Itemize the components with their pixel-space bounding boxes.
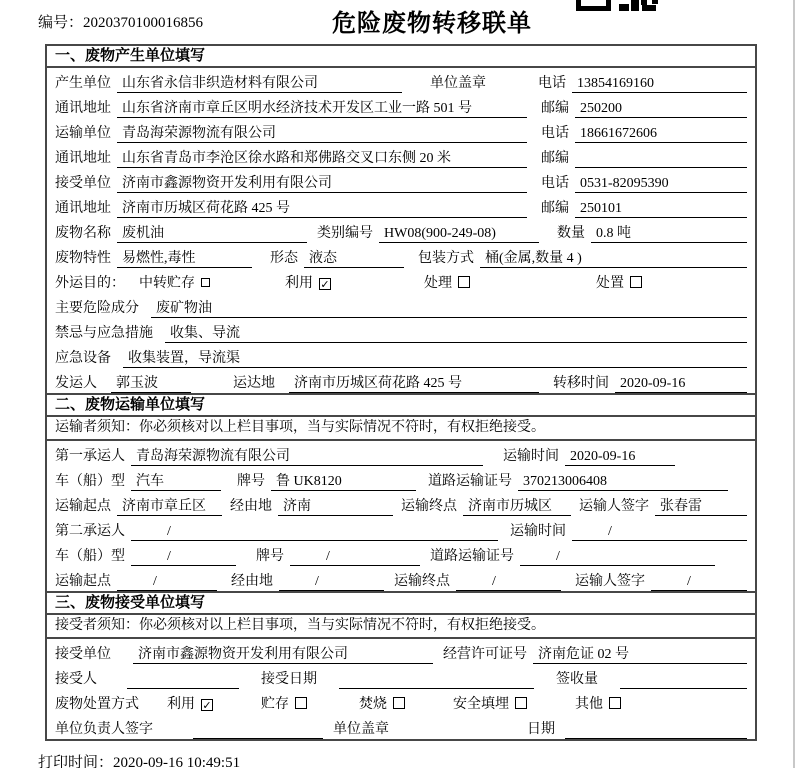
receiver-zip-value: 250101 bbox=[575, 199, 747, 218]
route-start-label: 运输起点 bbox=[55, 499, 111, 514]
emergency-measures-label: 禁忌与应急措施 bbox=[55, 326, 153, 341]
waste-character-label: 废物特性 bbox=[55, 251, 111, 266]
checkbox-disposal-utilize bbox=[201, 699, 213, 711]
purpose-treat-label: 处理 bbox=[424, 276, 452, 291]
producer-address-label: 通讯地址 bbox=[55, 101, 111, 116]
packaging-value: 桶(金属,数量 4 ) bbox=[480, 249, 747, 268]
seal-date-value bbox=[565, 720, 747, 739]
vehicle-type2-label: 车（船）型 bbox=[55, 549, 125, 564]
road-license-label: 道路运输证号 bbox=[428, 474, 512, 489]
receiver-zip-label: 邮编 bbox=[541, 201, 569, 216]
checkbox-disposal-landfill bbox=[515, 697, 527, 709]
receiver-unit-label: 接受单位 bbox=[55, 176, 111, 191]
vehicle-type2-row bbox=[47, 541, 755, 566]
dispatcher-label: 发运人 bbox=[55, 376, 97, 391]
carrier-signature-value: 张春雷 bbox=[655, 497, 747, 516]
receiver-address-value: 济南市历城区荷花路 425 号 bbox=[117, 199, 527, 218]
checkbox-mark: ✓ bbox=[202, 699, 212, 712]
route2-end-label: 运输终点 bbox=[394, 574, 450, 589]
route2-start-value: / bbox=[117, 572, 217, 591]
transfer-time-label: 转移时间 bbox=[553, 376, 609, 391]
operating-license-label: 经营许可证号 bbox=[443, 647, 527, 662]
disposal-utilize-label: 利用 bbox=[167, 697, 195, 712]
section-receiver bbox=[47, 591, 755, 739]
second-carrier-value: / bbox=[131, 522, 498, 541]
producer-unit-row bbox=[47, 68, 755, 93]
transporter-phone-label: 电话 bbox=[541, 126, 569, 141]
acceptor-value bbox=[127, 670, 239, 689]
route-row bbox=[47, 491, 755, 516]
accept-unit-value: 济南市鑫源物资开发利用有限公司 bbox=[133, 645, 433, 664]
checkbox-treat bbox=[458, 276, 470, 288]
accept-date-value bbox=[339, 670, 534, 689]
accept-date-label: 接受日期 bbox=[261, 672, 317, 687]
responsible-signature-row bbox=[47, 714, 755, 739]
section-transporter bbox=[47, 393, 755, 591]
emergency-equipment-row bbox=[47, 343, 755, 368]
waste-character-row bbox=[47, 243, 755, 268]
emergency-measures-row bbox=[47, 318, 755, 343]
vehicle-type-row bbox=[47, 466, 755, 491]
accept-unit-label: 接受单位 bbox=[55, 647, 111, 662]
purpose-option-transit-storage bbox=[139, 274, 210, 293]
purpose-option-dispose bbox=[596, 274, 642, 293]
vehicle-type-value: 汽车 bbox=[131, 472, 221, 491]
checkbox-transit-storage bbox=[201, 278, 210, 287]
transporter-address-value: 山东省青岛市李沧区徐水路和郑佛路交叉口东侧 20 米 bbox=[117, 149, 527, 168]
disposal-store-label: 贮存 bbox=[261, 697, 289, 712]
print-timestamp: 打印时间：2020-09-16 10:49:51 bbox=[38, 755, 241, 768]
qr-code-icon bbox=[576, 0, 658, 11]
transfer-manifest-form bbox=[45, 44, 757, 741]
emergency-equipment-value: 收集装置，导流渠 bbox=[123, 349, 747, 368]
receiver-phone-label: 电话 bbox=[541, 176, 569, 191]
receiver-unit-row bbox=[47, 168, 755, 193]
seal-date-label: 日期 bbox=[527, 722, 555, 737]
producer-phone-value: 13854169160 bbox=[572, 74, 747, 93]
road-license2-value: / bbox=[520, 547, 715, 566]
checkbox-disposal-incinerate bbox=[393, 697, 405, 709]
hazard-component-row bbox=[47, 293, 755, 318]
transporter-zip-label: 邮编 bbox=[541, 151, 569, 166]
transport-time-label: 运输时间 bbox=[503, 449, 559, 464]
purpose-option-utilize bbox=[285, 274, 331, 293]
transport-time2-value: / bbox=[572, 522, 747, 541]
route2-via-value: / bbox=[279, 572, 384, 591]
producer-unit-label: 产生单位 bbox=[55, 76, 111, 91]
receiver-address-row bbox=[47, 193, 755, 218]
waste-character-value: 易燃性,毒性 bbox=[117, 249, 252, 268]
receiver-phone-value: 0531-82095390 bbox=[575, 174, 747, 193]
transport-time2-label: 运输时间 bbox=[510, 524, 566, 539]
carrier2-signature-label: 运输人签字 bbox=[575, 574, 645, 589]
disposal-method-label: 废物处置方式 bbox=[55, 697, 139, 712]
plate-number-label: 牌号 bbox=[237, 474, 265, 489]
route2-row bbox=[47, 566, 755, 591]
hazard-component-label: 主要危险成分 bbox=[55, 301, 139, 316]
responsible-signature-label: 单位负责人签字 bbox=[55, 722, 153, 737]
transfer-purpose-row bbox=[47, 268, 755, 293]
responsible-signature-value bbox=[193, 720, 323, 739]
waste-name-row bbox=[47, 218, 755, 243]
disposal-landfill-label: 安全填埋 bbox=[453, 697, 509, 712]
producer-zip-value: 250200 bbox=[575, 99, 747, 118]
purpose-transit-storage-label: 中转贮存 bbox=[139, 276, 195, 291]
received-qty-label: 签收量 bbox=[556, 672, 598, 687]
doc-number bbox=[38, 11, 203, 32]
emergency-measures-value: 收集、导流 bbox=[165, 324, 747, 343]
page-title: 危险废物转移联单 bbox=[332, 11, 532, 37]
route-start-value: 济南市章丘区 bbox=[117, 497, 222, 516]
disposal-method-row bbox=[47, 689, 755, 714]
waste-qty-label: 数量 bbox=[557, 226, 585, 241]
route2-end-value: / bbox=[456, 572, 561, 591]
section-producer bbox=[47, 46, 755, 393]
second-carrier-label: 第二承运人 bbox=[55, 524, 125, 539]
dispatcher-row bbox=[47, 368, 755, 393]
producer-unit-value: 山东省永信非织造材料有限公司 bbox=[117, 74, 402, 93]
route2-via-label: 经由地 bbox=[231, 574, 273, 589]
unit-seal2-label: 单位盖章 bbox=[333, 722, 389, 737]
transporter-phone-value: 18661672606 bbox=[575, 124, 747, 143]
carrier2-signature-value: / bbox=[651, 572, 747, 591]
destination-value: 济南市历城区荷花路 425 号 bbox=[289, 374, 539, 393]
disposal-option-landfill bbox=[453, 695, 527, 714]
checkbox-disposal-store bbox=[295, 697, 307, 709]
disposal-option-incinerate bbox=[359, 695, 405, 714]
transporter-address-label: 通讯地址 bbox=[55, 151, 111, 166]
section-3-header: 三、废物接受单位填写 bbox=[47, 593, 755, 615]
receiver-unit-value: 济南市鑫源物资开发利用有限公司 bbox=[117, 174, 527, 193]
plate-number2-label: 牌号 bbox=[256, 549, 284, 564]
transporter-notice: 运输者须知：你必须核对以上栏目事项，当与实际情况不符时，有权拒绝接受。 bbox=[47, 417, 755, 441]
producer-address-row bbox=[47, 93, 755, 118]
first-carrier-label: 第一承运人 bbox=[55, 449, 125, 464]
page-edge-divider bbox=[793, 0, 795, 768]
transporter-zip-value bbox=[575, 149, 747, 168]
disposal-option-other bbox=[575, 695, 621, 714]
producer-address-value: 山东省济南市章丘区明水经济技术开发区工业一路 501 号 bbox=[117, 99, 527, 118]
disposal-incinerate-label: 焚烧 bbox=[359, 697, 387, 712]
first-carrier-row bbox=[47, 441, 755, 466]
acceptor-label: 接受人 bbox=[55, 672, 97, 687]
disposal-other-label: 其他 bbox=[575, 697, 603, 712]
vehicle-type-label: 车（船）型 bbox=[55, 474, 125, 489]
waste-qty-value: 0.8 吨 bbox=[591, 224, 747, 243]
first-carrier-value: 青岛海荣源物流有限公司 bbox=[131, 447, 483, 466]
purpose-dispose-label: 处置 bbox=[596, 276, 624, 291]
emergency-equipment-label: 应急设备 bbox=[55, 351, 111, 366]
checkbox-mark: ✓ bbox=[320, 278, 330, 291]
destination-label: 运达地 bbox=[233, 376, 275, 391]
plate-number2-value: / bbox=[290, 547, 420, 566]
transporter-unit-row bbox=[47, 118, 755, 143]
road-license2-label: 道路运输证号 bbox=[430, 549, 514, 564]
operating-license-value: 济南危证 02 号 bbox=[533, 645, 747, 664]
route-via-value: 济南 bbox=[278, 497, 393, 516]
checkbox-dispose bbox=[630, 276, 642, 288]
transporter-unit-value: 青岛海荣源物流有限公司 bbox=[117, 124, 527, 143]
route-end-label: 运输终点 bbox=[401, 499, 457, 514]
waste-form-value: 液态 bbox=[304, 249, 404, 268]
received-qty-value bbox=[620, 670, 747, 689]
waste-code-value: HW08(900-249-08) bbox=[379, 224, 539, 243]
doc-number-value: 2020370100016856 bbox=[83, 15, 204, 31]
waste-name-label: 废物名称 bbox=[55, 226, 111, 241]
unit-seal-label: 单位盖章 bbox=[430, 76, 486, 91]
checkbox-utilize bbox=[319, 278, 331, 290]
second-carrier-row bbox=[47, 516, 755, 541]
producer-zip-label: 邮编 bbox=[541, 101, 569, 116]
road-license-value: 370213006408 bbox=[518, 472, 728, 491]
disposal-option-utilize bbox=[167, 695, 213, 714]
waste-form-label: 形态 bbox=[270, 251, 298, 266]
receiver-notice: 接受者须知：你必须核对以上栏目事项，当与实际情况不符时，有权拒绝接受。 bbox=[47, 615, 755, 639]
accept-unit-row bbox=[47, 639, 755, 664]
transfer-purpose-label: 外运目的： bbox=[55, 276, 125, 291]
transporter-unit-label: 运输单位 bbox=[55, 126, 111, 141]
hazard-component-value: 废矿物油 bbox=[151, 299, 747, 318]
disposal-option-store bbox=[261, 695, 307, 714]
transfer-time-value: 2020-09-16 bbox=[615, 374, 747, 393]
transporter-address-row bbox=[47, 143, 755, 168]
packaging-label: 包装方式 bbox=[418, 251, 474, 266]
route-end-value: 济南市历城区 bbox=[463, 497, 571, 516]
producer-phone-label: 电话 bbox=[538, 76, 566, 91]
vehicle-type2-value: / bbox=[131, 547, 236, 566]
checkbox-disposal-other bbox=[609, 697, 621, 709]
waste-code-label: 类别编号 bbox=[317, 226, 373, 241]
carrier-signature-label: 运输人签字 bbox=[579, 499, 649, 514]
purpose-utilize-label: 利用 bbox=[285, 276, 313, 291]
dispatcher-value: 郭玉波 bbox=[111, 374, 191, 393]
section-2-header: 二、废物运输单位填写 bbox=[47, 395, 755, 417]
purpose-option-treat bbox=[424, 274, 470, 293]
waste-name-value: 废机油 bbox=[117, 224, 307, 243]
section-1-header: 一、废物产生单位填写 bbox=[47, 46, 755, 68]
receiver-address-label: 通讯地址 bbox=[55, 201, 111, 216]
transport-time-value: 2020-09-16 bbox=[565, 447, 675, 466]
doc-number-label: 编号： bbox=[38, 15, 84, 31]
acceptor-row bbox=[47, 664, 755, 689]
route-via-label: 经由地 bbox=[230, 499, 272, 514]
plate-number-value: 鲁 UK8120 bbox=[271, 472, 416, 491]
route2-start-label: 运输起点 bbox=[55, 574, 111, 589]
document-header bbox=[0, 0, 796, 44]
